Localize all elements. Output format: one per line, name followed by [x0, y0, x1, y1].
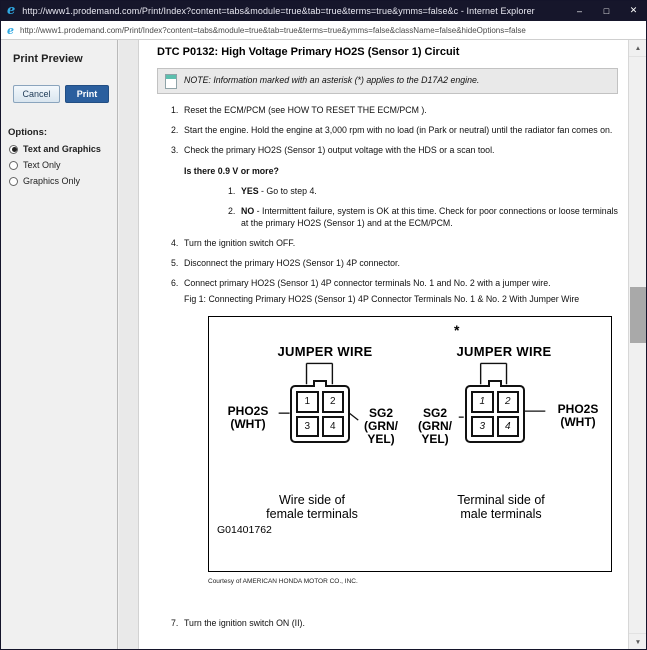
step-number: 3.	[171, 145, 179, 155]
radio-option-text-only[interactable]	[9, 160, 117, 170]
radio-label: Text and Graphics	[23, 144, 101, 154]
radio-label: Text Only	[23, 160, 61, 170]
caption-terminal-side: Terminal side of male terminals	[457, 493, 545, 521]
step-number: 5.	[171, 257, 179, 268]
terminal-cell: 1	[471, 391, 494, 413]
step-text: Turn the ignition switch ON (II).	[184, 618, 305, 628]
step-number: 1.	[171, 105, 179, 115]
step-4	[171, 238, 618, 250]
terminal-cell: 3	[471, 416, 494, 438]
step-7	[171, 618, 618, 630]
terminal-cell: 4	[322, 416, 345, 438]
sg2-label-left: SG2 (GRN/ YEL)	[364, 406, 398, 446]
answer-no	[228, 206, 618, 229]
terminal-cell: 1	[296, 391, 319, 413]
step-number: 4.	[171, 237, 179, 248]
terminal-cell: 4	[497, 416, 520, 438]
internet-explorer-icon-small: e	[7, 23, 14, 37]
main-area	[0, 40, 647, 650]
step-text: Disconnect the primary HO2S (Sensor 1) 4P connector.	[184, 257, 400, 268]
answer-text: - Intermittent failure, system is OK at this time. Check for poor connections or loose terminals at the primary HO2S (Sensor 1) and at the ECM/PCM.	[241, 206, 618, 228]
figure-id: G01401762	[217, 524, 272, 536]
terminal-cell: 2	[322, 391, 345, 413]
radio-label: Graphics Only	[23, 176, 81, 186]
connector-4p-wire-side	[290, 385, 350, 443]
scrollbar-down-icon[interactable]: ▼	[629, 633, 647, 650]
step-question: Is there 0.9 V or more?	[184, 165, 279, 176]
note-text: NOTE: Information marked with an asterisk (*) applies to the D17A2 engine.	[184, 75, 480, 86]
address-bar	[0, 21, 647, 40]
step-number: 6.	[171, 277, 179, 288]
scrollbar-thumb[interactable]	[630, 287, 646, 343]
terminal-cell: 2	[497, 391, 520, 413]
jumper-wire-label-right: JUMPER WIRE	[456, 344, 552, 359]
note-icon	[165, 74, 177, 89]
radio-option-graphics-only[interactable]	[9, 176, 117, 186]
step-number: 7.	[171, 618, 179, 628]
minimize-button[interactable]: –	[576, 5, 582, 16]
maximize-button[interactable]: □	[603, 5, 610, 16]
courtesy-line: Courtesy of AMERICAN HONDA MOTOR CO., INC.	[208, 578, 358, 585]
address-url: http://www1.prodemand.com/Print/Index?content=tabs&module=true&tab=true&terms=true&ymms=false&className=false&hideOptions=false	[20, 25, 526, 35]
scrollbar-up-icon[interactable]: ▲	[629, 40, 647, 57]
step-text: Connect primary HO2S (Sensor 1) 4P connector terminals No. 1 and No. 2 with a jumper wire.	[184, 277, 551, 288]
note-box	[157, 68, 618, 94]
procedure-steps	[171, 105, 618, 630]
step-number: 2.	[171, 125, 179, 135]
close-button[interactable]: ✕	[629, 5, 638, 15]
connector-notch	[313, 380, 327, 387]
answer-number: 1.	[228, 186, 236, 196]
step-5	[171, 258, 618, 270]
step-1	[171, 105, 618, 117]
answer-keyword: YES	[241, 186, 259, 196]
figure-jumper-wire-diagram	[208, 316, 612, 572]
print-button[interactable]: Print	[65, 85, 109, 103]
radio-icon[interactable]	[9, 161, 18, 170]
connector-4p-terminal-side	[465, 385, 525, 443]
asterisk-marker: *	[454, 322, 460, 338]
terminal-cell: 3	[296, 416, 319, 438]
cancel-button[interactable]: Cancel	[13, 85, 60, 103]
answer-yes	[228, 186, 618, 198]
step-2	[171, 125, 618, 137]
internet-explorer-icon: e	[7, 3, 16, 18]
jumper-wire-label-left: JUMPER WIRE	[277, 344, 373, 359]
figure-caption: Fig 1: Connecting Primary HO2S (Sensor 1) 4P Connector Terminals No. 1 & No. 2 With Jumper Wire	[184, 293, 580, 304]
step-text: Check the primary HO2S (Sensor 1) output voltage with the HDS or a scan tool.	[184, 145, 495, 155]
page-title: DTC P0132: High Voltage Primary HO2S (Sensor 1) Circuit	[157, 46, 460, 58]
answer-number: 2.	[228, 206, 236, 216]
sg2-label-right: SG2 (GRN/ YEL)	[418, 406, 452, 446]
answer-keyword: NO	[241, 206, 255, 216]
answer-text: - Go to step 4.	[258, 186, 317, 196]
print-preview-heading: Print Preview	[13, 53, 83, 65]
pho2s-label-left: PHO2S (WHT)	[227, 404, 269, 431]
window-titlebar	[0, 0, 647, 21]
step-text: Start the engine. Hold the engine at 3,000 rpm with no load (in Park or neutral) until the radiator fan comes on.	[184, 125, 613, 135]
pho2s-label-right: PHO2S (WHT)	[557, 402, 599, 429]
connector-notch	[488, 380, 502, 387]
step-6	[171, 278, 618, 610]
step-text: Turn the ignition switch OFF.	[184, 237, 296, 248]
radio-icon[interactable]	[9, 145, 18, 154]
radio-option-text-and-graphics[interactable]	[9, 144, 117, 154]
options-label: Options:	[8, 127, 48, 138]
window-title: http://www1.prodemand.com/Print/Index?content=tabs&module=true&tab=true&terms=true&ymms=false&c - Internet Explorer	[22, 5, 535, 16]
radio-icon[interactable]	[9, 177, 18, 186]
step-3	[171, 145, 618, 229]
caption-wire-side: Wire side of female terminals	[266, 493, 358, 521]
page-gutter	[119, 40, 138, 650]
vertical-scrollbar[interactable]	[628, 40, 647, 650]
step-text: Reset the ECM/PCM (see HOW TO RESET THE ECM/PCM ).	[184, 105, 427, 115]
document-preview	[138, 40, 628, 650]
print-options-sidebar	[0, 40, 118, 650]
